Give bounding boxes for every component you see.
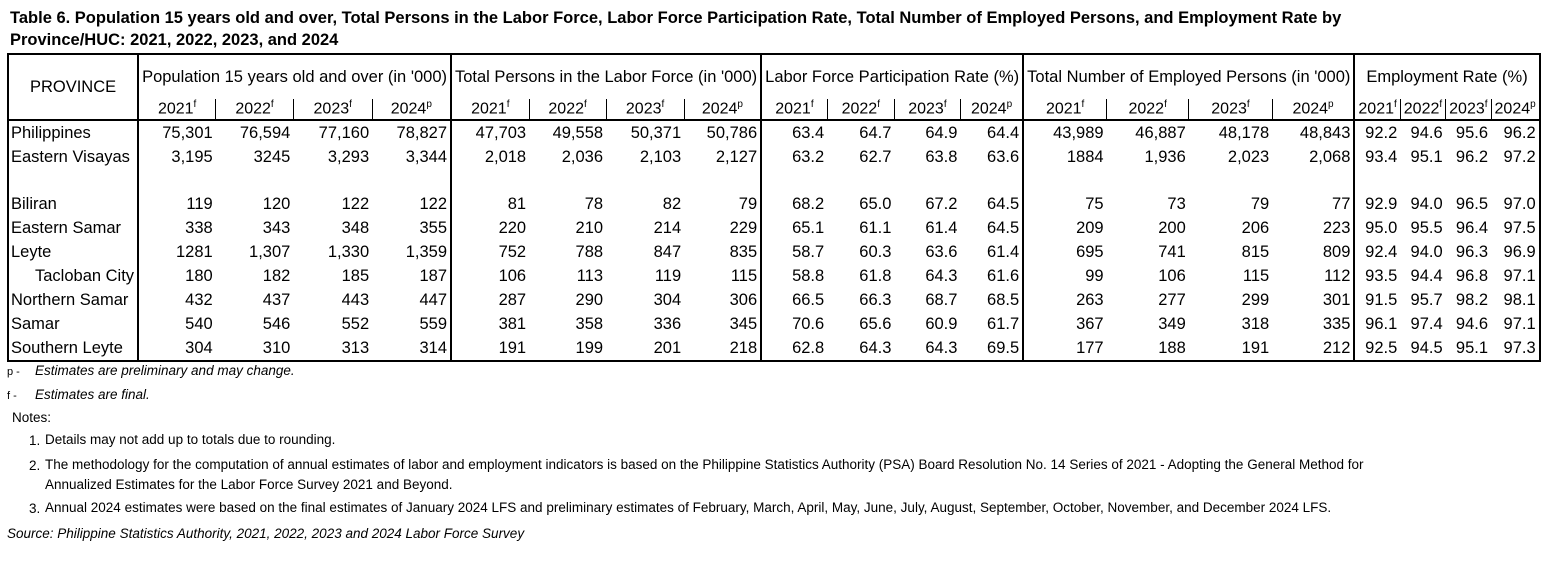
- year-label: 2024: [970, 100, 1007, 118]
- year-label: 2024: [390, 100, 427, 118]
- data-cell: 69.5: [960, 336, 1023, 361]
- year-label: 2023: [1211, 100, 1247, 118]
- data-cell: 65.1: [761, 216, 827, 240]
- year-header: [684, 99, 761, 120]
- data-cell: 60.3: [859, 242, 892, 261]
- data-cell: 47,703: [451, 120, 529, 145]
- data-cell: 191: [451, 336, 529, 361]
- data-cell: 70.6: [761, 312, 827, 336]
- data-cell: 552: [341, 314, 370, 333]
- data-cell: 115: [1242, 266, 1270, 285]
- data-cell: 3,344: [405, 147, 447, 166]
- year-label: 2021: [471, 100, 507, 118]
- data-cell: 94.0: [1410, 242, 1443, 261]
- data-cell: 97.2: [1491, 145, 1540, 169]
- data-cell: 345: [729, 314, 758, 333]
- data-cell: 96.3: [1455, 242, 1489, 261]
- data-cell: 61.4: [925, 218, 958, 237]
- year-mark: p: [426, 99, 432, 111]
- data-cell: 741: [1158, 242, 1186, 261]
- data-cell: 75,301: [138, 120, 216, 145]
- table-row: [8, 145, 1540, 169]
- data-cell: 119: [138, 192, 216, 216]
- row-label: Southern Leyte: [8, 336, 138, 361]
- data-cell: 77,160: [318, 123, 370, 142]
- data-cell: 2,036: [561, 147, 604, 166]
- data-cell: 304: [138, 336, 216, 361]
- data-cell: 2,127: [715, 147, 758, 166]
- row-label: Northern Samar: [8, 288, 138, 312]
- data-cell: 106: [1158, 266, 1186, 285]
- data-cell: 182: [262, 266, 291, 285]
- note-item: [29, 430, 1427, 453]
- data-cell: 381: [451, 312, 529, 336]
- data-cell: 752: [451, 240, 529, 264]
- year-header: [451, 99, 529, 120]
- year-mark: f: [349, 99, 352, 111]
- data-cell: 82: [662, 194, 682, 213]
- year-header: [529, 99, 606, 120]
- source-line: Source: Philippine Statistics Authority, 2021, 2022, 2023 and 2024 Labor Force Survey: [7, 525, 525, 541]
- data-cell: 306: [729, 290, 758, 309]
- data-cell: 1,330: [327, 242, 370, 261]
- data-cell: 63.6: [987, 147, 1020, 166]
- data-cell: 50,786: [706, 123, 758, 142]
- data-cell: 1,359: [405, 242, 447, 261]
- data-cell: 61.1: [859, 218, 892, 237]
- data-cell: 318: [1241, 314, 1270, 333]
- group-header-employed: Total Number of Employed Persons (in '000): [1023, 54, 1354, 99]
- year-mark: f: [583, 99, 587, 111]
- data-cell: 92.9: [1354, 192, 1400, 216]
- table-row: [8, 312, 1540, 336]
- data-cell: 97.5: [1491, 216, 1540, 240]
- data-cell: 94.6: [1410, 123, 1443, 142]
- year-mark: f: [661, 99, 665, 111]
- data-cell: 122: [341, 194, 370, 213]
- row-label: Samar: [8, 312, 138, 336]
- table-row: [8, 216, 1540, 240]
- year-header: [606, 99, 684, 120]
- data-table: [7, 53, 1541, 362]
- data-cell: 79: [1250, 194, 1270, 213]
- year-label: 2024: [1292, 100, 1329, 118]
- table-row: [8, 264, 1540, 288]
- year-mark: f: [1081, 99, 1085, 111]
- data-cell: 78,827: [396, 123, 447, 142]
- year-header: [1491, 99, 1540, 120]
- data-cell: 540: [138, 312, 216, 336]
- data-cell: 2,103: [639, 147, 682, 166]
- data-cell: 64.3: [894, 336, 960, 361]
- data-cell: 97.1: [1491, 264, 1540, 288]
- year-header: [761, 99, 827, 120]
- note-item: [29, 498, 1427, 521]
- data-cell: 73: [1167, 194, 1186, 213]
- data-cell: 187: [419, 266, 447, 285]
- table-row: [8, 240, 1540, 264]
- data-cell: 96.1: [1354, 312, 1400, 336]
- note-text: Details may not add up to totals due to rounding.: [45, 431, 336, 447]
- data-cell: 49,558: [552, 123, 604, 142]
- data-cell: 2,068: [1309, 147, 1351, 166]
- data-cell: 61.8: [859, 266, 892, 285]
- data-cell: 96.5: [1455, 194, 1489, 213]
- data-cell: 62.7: [859, 147, 892, 166]
- data-cell: 66.5: [761, 288, 827, 312]
- table-row: [8, 336, 1540, 361]
- row-label: Biliran: [8, 192, 138, 216]
- data-cell: 847: [653, 242, 682, 261]
- data-cell: 93.4: [1354, 145, 1400, 169]
- data-cell: 97.1: [1491, 312, 1540, 336]
- data-cell: 115: [730, 266, 758, 285]
- row-label: Tacloban City: [8, 264, 138, 288]
- year-header: [216, 99, 294, 120]
- data-cell: 97.3: [1491, 336, 1540, 361]
- data-cell: 63.2: [761, 145, 827, 169]
- year-header: [293, 99, 372, 120]
- year-label: 2022: [1403, 100, 1440, 118]
- data-cell: 113: [576, 266, 604, 285]
- year-mark: f: [270, 99, 274, 111]
- group-header-lfpr: Labor Force Participation Rate (%): [761, 54, 1023, 99]
- data-cell: 3,195: [138, 145, 216, 169]
- data-cell: 94.4: [1410, 266, 1443, 285]
- data-cell: 96.4: [1455, 218, 1489, 237]
- data-cell: 61.4: [987, 242, 1020, 261]
- data-cell: 95.5: [1410, 218, 1443, 237]
- data-cell: 92.5: [1354, 336, 1400, 361]
- note-number: 1.: [29, 432, 41, 448]
- year-header: [1400, 99, 1445, 120]
- data-cell: 93.5: [1354, 264, 1400, 288]
- data-cell: 68.7: [925, 290, 958, 309]
- group-header-labor-force: Total Persons in the Labor Force (in '000): [451, 54, 761, 99]
- data-cell: 64.7: [859, 123, 892, 142]
- row-label: Leyte: [8, 240, 138, 264]
- data-cell: 200: [1158, 218, 1186, 237]
- data-cell: 1,307: [249, 242, 291, 261]
- year-header: [827, 99, 894, 120]
- year-label: 2021: [1358, 100, 1394, 118]
- data-cell: 119: [654, 266, 682, 285]
- data-cell: 437: [262, 290, 291, 309]
- data-cell: 212: [1272, 336, 1354, 361]
- year-label: 2022: [235, 100, 271, 118]
- year-header: [1272, 99, 1354, 120]
- data-cell: 96.8: [1455, 266, 1489, 285]
- row-label: Philippines: [8, 120, 138, 145]
- data-cell: 122: [419, 194, 447, 213]
- data-cell: 94.0: [1410, 194, 1443, 213]
- data-cell: 95.7: [1410, 290, 1443, 309]
- data-cell: 77: [1332, 194, 1351, 213]
- data-cell: 64.3: [925, 266, 958, 285]
- data-cell: 64.5: [987, 194, 1020, 213]
- data-cell: 367: [1023, 312, 1106, 336]
- data-cell: 64.3: [827, 336, 894, 361]
- data-cell: 61.7: [987, 314, 1020, 333]
- year-label: 2021: [157, 100, 194, 118]
- data-cell: 338: [138, 216, 216, 240]
- data-cell: 313: [293, 336, 372, 361]
- data-cell: 304: [653, 290, 682, 309]
- group-header-population: Population 15 years old and over (in '000): [138, 54, 451, 99]
- year-header: [1446, 99, 1491, 120]
- data-cell: 1,936: [1144, 147, 1186, 166]
- data-cell: 2,018: [451, 145, 529, 169]
- year-mark: f: [1484, 99, 1488, 111]
- data-cell: 432: [138, 288, 216, 312]
- footnote-mark: f -: [7, 389, 17, 402]
- data-cell: 290: [575, 290, 604, 309]
- data-cell: 335: [1322, 314, 1351, 333]
- year-label: 2023: [1449, 100, 1485, 118]
- data-cell: 447: [419, 290, 447, 309]
- year-label: 2022: [1128, 100, 1165, 118]
- data-cell: 809: [1322, 242, 1351, 261]
- data-cell: 50,371: [630, 123, 682, 142]
- data-cell: 263: [1023, 288, 1106, 312]
- data-cell: 209: [1023, 216, 1106, 240]
- year-label: 2022: [548, 100, 584, 118]
- year-header: [960, 99, 1023, 120]
- year-mark: f: [1164, 99, 1167, 111]
- data-cell: 79: [738, 194, 758, 213]
- data-cell: 180: [138, 264, 216, 288]
- data-cell: 336: [653, 314, 682, 333]
- data-cell: 94.6: [1455, 314, 1489, 333]
- data-cell: 98.1: [1491, 288, 1540, 312]
- row-label: Eastern Visayas: [8, 145, 138, 169]
- data-cell: 788: [575, 242, 604, 261]
- year-header: [894, 99, 960, 120]
- data-cell: 63.4: [761, 120, 827, 145]
- data-cell: 191: [1189, 336, 1272, 361]
- data-cell: 95.1: [1446, 336, 1491, 361]
- data-cell: 185: [341, 266, 370, 285]
- data-cell: 43,989: [1023, 120, 1106, 145]
- data-cell: 98.2: [1455, 290, 1489, 309]
- data-cell: 94.5: [1400, 336, 1445, 361]
- row-label: Eastern Samar: [8, 216, 138, 240]
- data-cell: 835: [729, 242, 758, 261]
- data-cell: 97.4: [1410, 314, 1443, 333]
- data-cell: 92.4: [1354, 240, 1400, 264]
- data-cell: 3245: [253, 147, 291, 166]
- year-label: 2023: [625, 100, 662, 118]
- note-text: Annual 2024 estimates were based on the final estimates of January 2024 LFS and preliminary estimates of February, March, April, May, June, July, August, September, October, November, and December 2024 LFS.: [45, 500, 1332, 515]
- data-cell: 177: [1023, 336, 1106, 361]
- year-label: 2021: [1045, 100, 1082, 118]
- data-cell: 206: [1241, 218, 1270, 237]
- table-row: [8, 288, 1540, 312]
- year-label: 2021: [775, 100, 811, 118]
- data-cell: 95.0: [1354, 216, 1400, 240]
- data-cell: 277: [1158, 290, 1186, 309]
- table-row: [8, 192, 1540, 216]
- data-cell: 96.2: [1455, 147, 1489, 166]
- data-cell: 75: [1023, 192, 1106, 216]
- table-body: [8, 120, 1540, 361]
- year-header: [1189, 99, 1272, 120]
- data-cell: 559: [419, 314, 447, 333]
- data-cell: 120: [262, 194, 291, 213]
- province-header: PROVINCE: [8, 54, 138, 120]
- data-cell: 287: [451, 288, 529, 312]
- data-cell: 1281: [138, 240, 216, 264]
- notes-label: Notes:: [12, 410, 52, 425]
- data-cell: 58.7: [761, 240, 827, 264]
- year-mark: f: [877, 99, 880, 111]
- data-cell: 68.5: [987, 290, 1020, 309]
- data-cell: 60.9: [925, 314, 958, 333]
- year-mark: f: [943, 99, 947, 111]
- data-cell: 349: [1158, 314, 1186, 333]
- year-label: 2022: [841, 100, 878, 118]
- year-mark: f: [1439, 99, 1443, 111]
- data-cell: 3,293: [327, 147, 370, 166]
- data-cell: 95.6: [1455, 123, 1489, 142]
- year-mark: f: [1246, 99, 1250, 111]
- year-label: 2024: [701, 100, 738, 118]
- note-text: The methodology for the computation of annual estimates of labor and employment indicators is based on the Philippine Statistics Authority (PSA) Board Resolution No. 14 Series of 2021 - Adopting the General Method for Annualized Estimates for the Labor Force Survey 2021 and Beyond.: [45, 457, 1364, 492]
- data-cell: 301: [1322, 290, 1351, 309]
- data-cell: 78: [584, 194, 604, 213]
- data-cell: 58.8: [761, 264, 827, 288]
- data-cell: 48,843: [1299, 123, 1351, 142]
- data-cell: 61.6: [987, 266, 1020, 285]
- year-header: [1023, 99, 1106, 120]
- year-label: 2023: [908, 100, 944, 118]
- data-cell: 62.8: [761, 336, 827, 361]
- data-cell: 68.2: [761, 192, 827, 216]
- data-cell: 223: [1322, 218, 1351, 237]
- data-cell: 65.0: [859, 194, 892, 213]
- year-header: [1354, 99, 1400, 120]
- year-header: [138, 99, 216, 120]
- data-cell: 95.1: [1410, 147, 1443, 166]
- data-cell: 66.3: [859, 290, 892, 309]
- year-mark: p: [1006, 99, 1013, 111]
- group-header-employment-rate: Employment Rate (%): [1354, 54, 1539, 99]
- data-cell: 92.2: [1354, 120, 1400, 145]
- notes-section: [7, 360, 1427, 545]
- header-row-years: [8, 99, 1540, 120]
- data-cell: 314: [372, 336, 451, 361]
- data-cell: 65.6: [859, 314, 892, 333]
- note-number: 3.: [29, 501, 41, 516]
- data-cell: 220: [451, 216, 529, 240]
- data-cell: 214: [653, 218, 682, 237]
- data-cell: 96.9: [1491, 240, 1540, 264]
- year-mark: p: [1530, 99, 1536, 111]
- data-cell: 188: [1107, 336, 1189, 361]
- data-cell: 201: [606, 336, 684, 361]
- year-mark: p: [737, 99, 743, 111]
- year-mark: f: [1393, 99, 1397, 111]
- footnote-text: Estimates are final.: [35, 386, 150, 402]
- data-cell: 546: [262, 314, 291, 333]
- note-number: 2.: [29, 458, 41, 473]
- data-cell: 358: [575, 314, 604, 333]
- year-mark: f: [506, 99, 510, 111]
- data-cell: 355: [419, 218, 447, 237]
- data-cell: 63.8: [925, 147, 958, 166]
- note-item: [29, 455, 1427, 495]
- data-cell: 229: [729, 218, 758, 237]
- data-cell: 99: [1023, 264, 1106, 288]
- year-mark: p: [1328, 99, 1334, 111]
- data-cell: 299: [1241, 290, 1270, 309]
- data-cell: 443: [341, 290, 370, 309]
- data-cell: 210: [575, 218, 604, 237]
- footnote-preliminary: [7, 360, 1427, 384]
- data-cell: 348: [341, 218, 370, 237]
- data-cell: 199: [529, 336, 606, 361]
- year-label: 2024: [1494, 100, 1531, 118]
- data-cell: 64.5: [987, 218, 1020, 237]
- data-cell: 343: [262, 218, 291, 237]
- data-cell: 815: [1241, 242, 1270, 261]
- year-mark: f: [193, 99, 197, 111]
- header-row-groups: [8, 54, 1540, 99]
- year-header: [372, 99, 451, 120]
- data-cell: 2,023: [1227, 147, 1270, 166]
- data-cell: 46,887: [1135, 123, 1186, 142]
- data-cell: 106: [451, 264, 529, 288]
- data-cell: 64.4: [987, 123, 1020, 142]
- table-title: Table 6. Population 15 years old and over, Total Persons in the Labor Force, Labor Force Participation Rate, Total Number of Employed Persons, and Employment Rate by Province/HUC: 2021, 2022, 2023, and 2024: [10, 9, 1342, 49]
- year-label: 2023: [313, 100, 350, 118]
- year-header: [1107, 99, 1189, 120]
- data-cell: 81: [451, 192, 529, 216]
- data-cell: 63.6: [925, 242, 958, 261]
- table-row: [8, 120, 1540, 145]
- footnote-text: Estimates are preliminary and may change.: [35, 363, 295, 378]
- data-cell: 310: [216, 336, 294, 361]
- data-cell: 112: [1324, 266, 1351, 285]
- data-cell: 76,594: [239, 123, 291, 142]
- footnote-final: [7, 384, 1427, 408]
- data-cell: 218: [684, 336, 761, 361]
- data-cell: 91.5: [1354, 288, 1400, 312]
- data-cell: 695: [1023, 240, 1106, 264]
- data-cell: 48,178: [1218, 123, 1270, 142]
- data-cell: 67.2: [925, 194, 958, 213]
- footnote-mark: p -: [7, 366, 20, 378]
- data-cell: 64.9: [925, 123, 958, 142]
- data-cell: 1884: [1023, 145, 1106, 169]
- data-cell: 97.0: [1491, 192, 1540, 216]
- year-mark: f: [810, 99, 814, 111]
- data-cell: 96.2: [1491, 120, 1540, 145]
